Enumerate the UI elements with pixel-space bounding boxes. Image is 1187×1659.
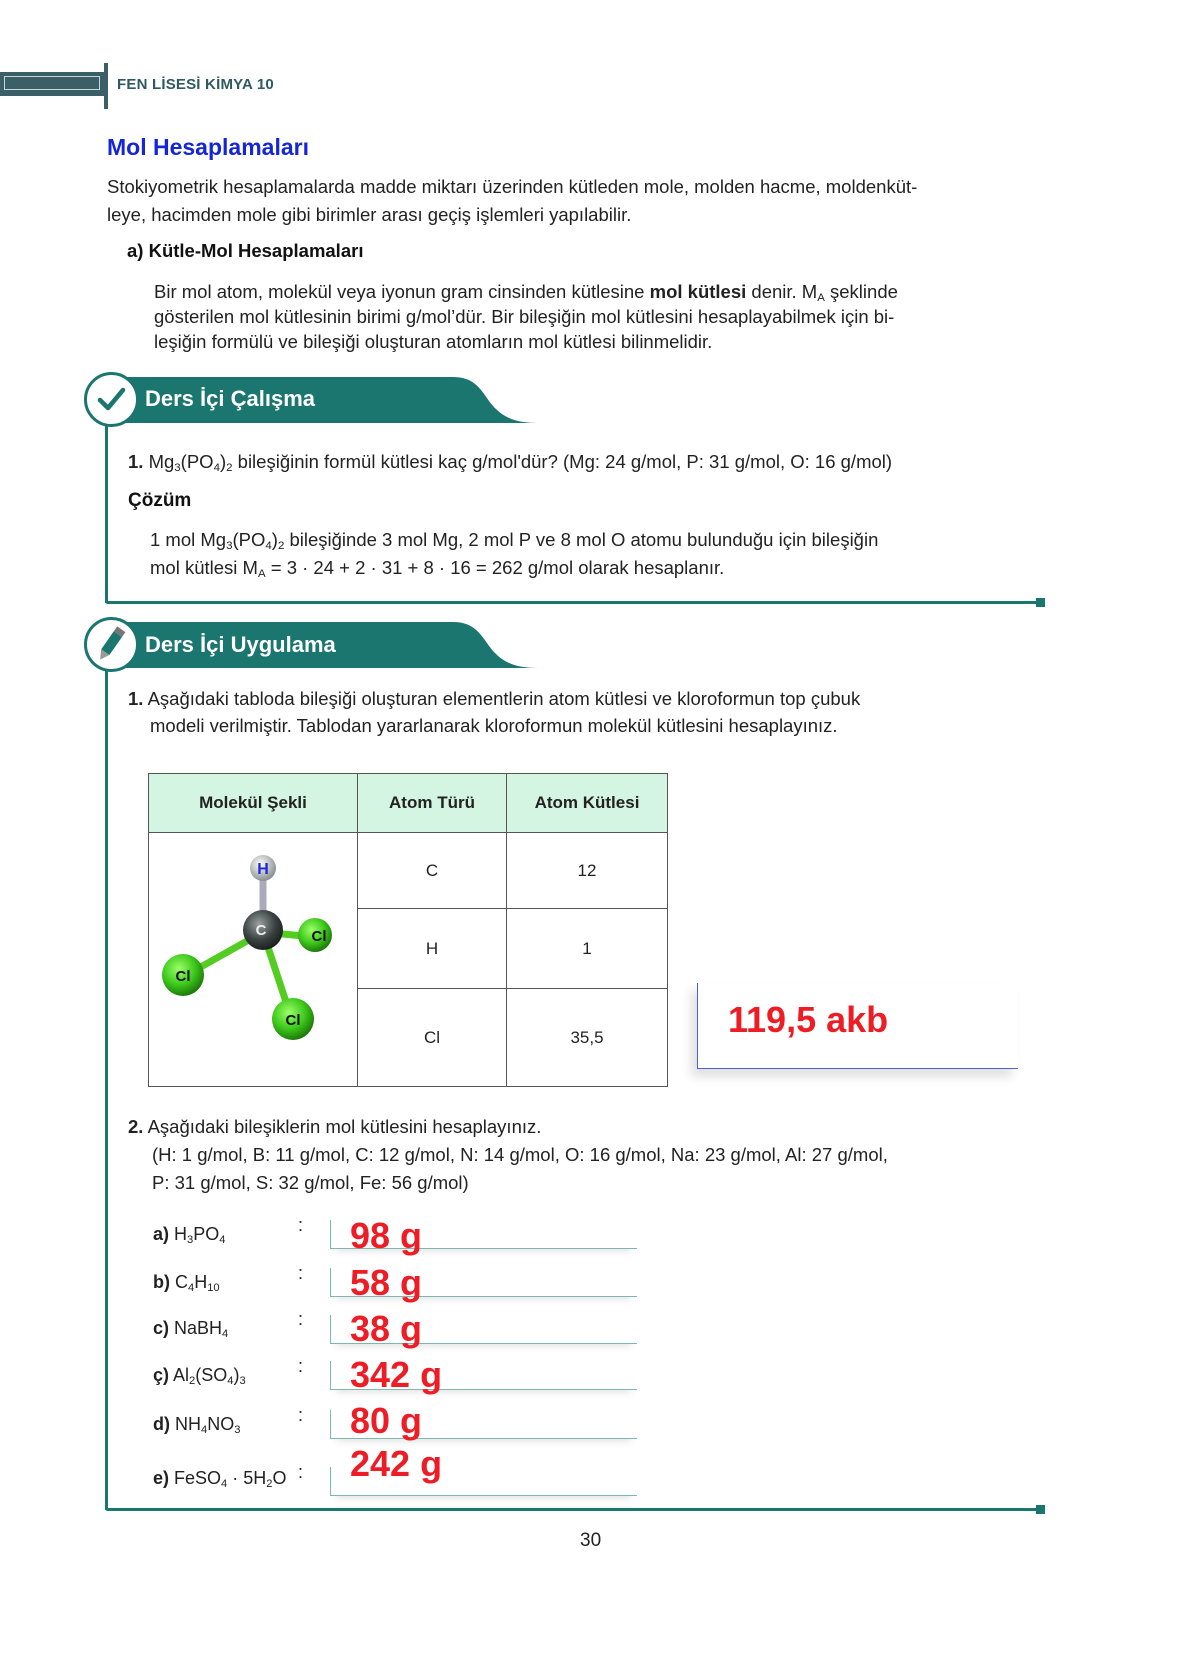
calisma-question-1: 1. $Mg_3(PO_4)_2$ bileşiğinin formül kütlesi kaç g/mol'dür? (Mg: 24 g/mol, P: 31 g/mol, O: 16 g/mol) <box>128 451 893 474</box>
item-b-answer[interactable]: 58 g <box>350 1262 423 1303</box>
item-a-label: a) $H_3PO_4$ <box>153 1224 226 1246</box>
item-cc-colon: : <box>298 1356 304 1376</box>
table-header-atom-type: Atom Türü <box>358 774 507 833</box>
calisma-circle <box>84 372 139 427</box>
calisma-box-bottom-border <box>105 601 1040 604</box>
pencil-icon <box>87 620 136 669</box>
intro-line-2: leye, hacimden mole gibi birimler arası geçiş işlemleri yapılabilir. <box>107 204 632 225</box>
subsection-paragraph-line-2: gösterilen mol kütlesinin birimi g/mol’dür. Bir bileşiğin mol kütlesini hesaplayabilmek için bi- <box>154 306 895 327</box>
table-header-molecule-shape: Molekül Şekli <box>149 774 358 833</box>
uygulama-circle <box>84 617 139 672</box>
answer-q1[interactable]: 119,5 akb <box>728 999 889 1040</box>
item-e-answer[interactable]: 242 g <box>350 1443 443 1484</box>
item-c-label: c) NaBH$_4$ <box>153 1318 229 1340</box>
item-c-answer[interactable]: 38 g <box>350 1308 423 1349</box>
atom-type-cell: Cl <box>358 989 507 1087</box>
intro-line-1: Stokiyometrik hesaplamalarda madde miktarı üzerinden kütleden mole, molden hacme, moldenküt- <box>107 176 918 197</box>
atom-type-cell: H <box>358 909 507 989</box>
subsection-heading: a) Kütle-Mol Hesaplamaları <box>127 240 364 261</box>
subsection-paragraph-line-1: Bir mol atom, molekül veya iyonun gram cinsinden kütlesine mol kütlesi denir. $M_A$ şeklinde <box>154 281 898 304</box>
uygulama-box-end-marker <box>1036 1505 1045 1514</box>
table-header-atom-mass: Atom Kütlesi <box>507 774 668 833</box>
item-b-colon: : <box>298 1263 304 1283</box>
molecule-image-cell <box>149 833 358 1087</box>
svg-text:C: C <box>255 922 267 939</box>
table-row <box>149 833 668 909</box>
item-a-answer[interactable]: 98 g <box>350 1215 423 1256</box>
svg-text:Cl: Cl <box>285 1012 301 1029</box>
atom-mass-table <box>148 773 668 1087</box>
item-d-answer[interactable]: 80 g <box>350 1400 423 1441</box>
book-title: FEN LİSESİ KİMYA 10 <box>117 76 274 93</box>
table-header-row <box>149 774 668 833</box>
solution-line-2: mol kütlesi $M_A = 3 \cdot 24 + 2 \cdot 31 + 8 \cdot 16 = 262$ g/mol olarak hesaplanır. <box>150 557 725 580</box>
subsection-paragraph-line-3: leşiğin formülü ve bileşiği oluşturan atomların mol kütlesi bilinmelidir. <box>154 331 713 352</box>
svg-text:Cl: Cl <box>175 968 191 985</box>
item-d-label: d) $NH_4NO_3$ <box>153 1414 241 1436</box>
section-title: Mol Hesaplamaları <box>107 134 309 160</box>
solution-label: Çözüm <box>128 490 192 511</box>
banner-uygulama-title: Ders İçi Uygulama <box>145 632 336 657</box>
header-divider <box>104 63 108 109</box>
page-number: 30 <box>580 1530 602 1551</box>
atom-mass-cell: 12 <box>507 833 668 909</box>
chloroform-ball-stick-model <box>153 837 353 1077</box>
item-c-colon: : <box>298 1309 304 1329</box>
mol-kutlesi-term: mol kütlesi <box>649 281 747 302</box>
item-b-label: b) $C_4H_{10}$ <box>153 1272 220 1294</box>
item-a-colon: : <box>298 1215 304 1235</box>
svg-text:Cl: Cl <box>311 928 327 945</box>
atom-mass-cell: 35,5 <box>507 989 668 1087</box>
banner-calisma-title: Ders İçi Çalışma <box>145 386 315 411</box>
svg-text:H: H <box>257 861 269 878</box>
item-e-label: e) FeSO$_4$ · $5H_2O$ <box>153 1468 287 1490</box>
item-e-colon: : <box>298 1462 304 1482</box>
uygulama-question-2-line-3: P: 31 g/mol, S: 32 g/mol, Fe: 56 g/mol) <box>152 1172 469 1193</box>
checkmark-icon <box>87 375 136 424</box>
uygulama-question-1-line-1: 1. Aşağıdaki tabloda bileşiği oluşturan elementlerin atom kütlesi ve kloroformun top çubuk <box>128 688 861 709</box>
uygulama-question-2-line-1: 2. Aşağıdaki bileşiklerin mol kütlesini hesaplayınız. <box>128 1116 542 1137</box>
atom-mass-cell: 1 <box>507 909 668 989</box>
uygulama-box-left-border <box>105 665 108 1510</box>
calisma-box-left-border <box>105 420 108 603</box>
item-cc-label: ç) $Al_2(SO_4)_3$ <box>153 1365 246 1387</box>
header-bar-inset <box>4 76 100 90</box>
uygulama-question-1-line-2: modeli verilmiştir. Tablodan yararlanarak kloroformun molekül kütlesini hesaplayınız. <box>150 715 838 736</box>
solution-line-1: 1 mol $Mg_3(PO_4)_2$ bileşiğinde 3 mol Mg, 2 mol P ve 8 mol O atomu bulunduğu için bileşiğin <box>150 529 879 552</box>
atom-type-cell: C <box>358 833 507 909</box>
item-cc-answer[interactable]: 342 g <box>350 1354 443 1395</box>
uygulama-box-bottom-border <box>105 1508 1040 1511</box>
calisma-box-end-marker <box>1036 598 1045 607</box>
uygulama-question-2-line-2: (H: 1 g/mol, B: 11 g/mol, C: 12 g/mol, N: 14 g/mol, O: 16 g/mol, Na: 23 g/mol, Al: 27 g/mol, <box>152 1144 888 1165</box>
item-d-colon: : <box>298 1405 304 1425</box>
formula-mg3po42: $Mg_3(PO_4)_2$ <box>148 451 233 474</box>
